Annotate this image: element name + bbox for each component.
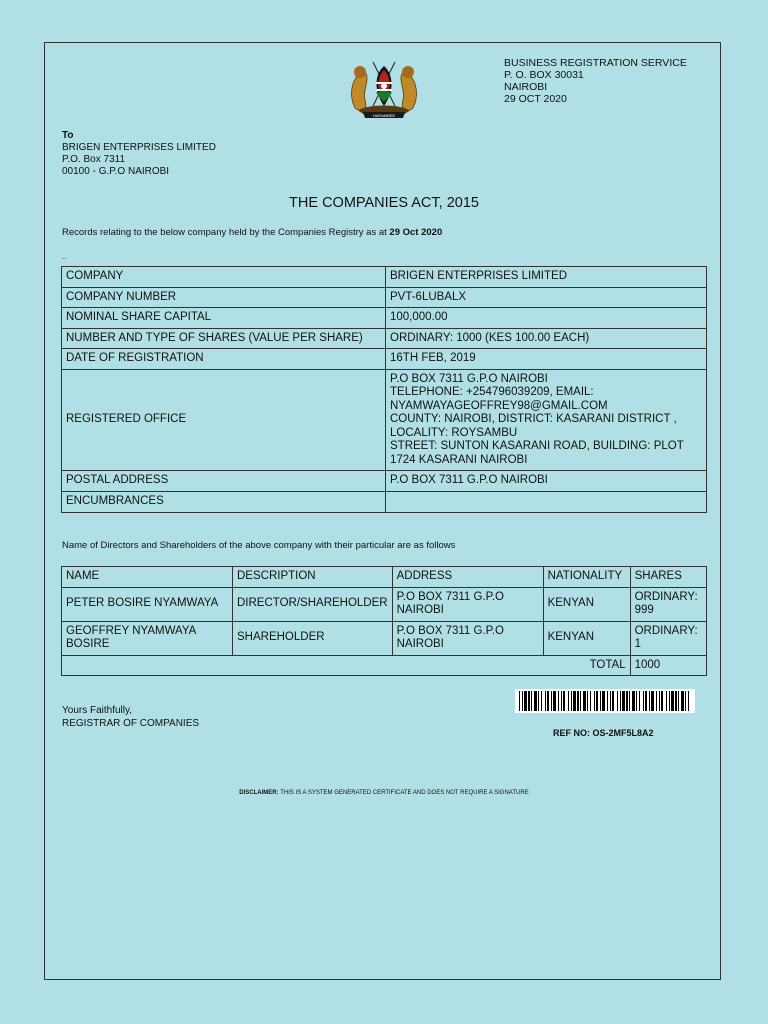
total-label: TOTAL bbox=[62, 655, 631, 676]
value-line: LOCALITY: ROYSAMBU bbox=[390, 426, 518, 439]
barcode-bar bbox=[580, 691, 581, 711]
closing-block bbox=[62, 704, 199, 730]
reference-number bbox=[553, 728, 654, 738]
barcode-bar bbox=[568, 691, 569, 711]
closing-line: Yours Faithfully, bbox=[62, 705, 133, 716]
value-line: TELEPHONE: +254796039209, EMAIL: bbox=[390, 386, 594, 398]
barcode-bar bbox=[685, 691, 686, 711]
cell-name: PETER BOSIRE NYAMWAYA bbox=[62, 587, 233, 621]
barcode-bar bbox=[571, 691, 572, 711]
barcode-bar bbox=[594, 691, 595, 711]
table-row bbox=[62, 471, 707, 492]
table-header-row bbox=[62, 567, 707, 588]
field-label: POSTAL ADDRESS bbox=[62, 471, 386, 492]
cell-name: GEOFFREY NYAMWAYA BOSIRE bbox=[62, 621, 233, 655]
barcode-icon bbox=[515, 689, 695, 713]
barcode-bar bbox=[681, 691, 684, 711]
disclaimer bbox=[0, 790, 768, 796]
sender-address bbox=[504, 57, 687, 105]
recipient-label: To bbox=[62, 130, 74, 141]
barcode-bar bbox=[636, 691, 637, 711]
field-value: 100,000.00 bbox=[386, 308, 707, 329]
records-date: 29 Oct 2020 bbox=[389, 227, 443, 238]
table-row bbox=[62, 587, 707, 621]
value-line: COUNTY: NAIROBI, DISTRICT: KASARANI DISTRICT , bbox=[390, 413, 677, 425]
barcode-bar bbox=[620, 691, 621, 711]
value-line: NYAMWAYAGEOFFREY98@GMAIL.COM bbox=[390, 399, 608, 412]
barcode-bar bbox=[688, 691, 689, 711]
barcode-bar bbox=[553, 691, 556, 711]
field-label: REGISTERED OFFICE bbox=[62, 369, 386, 471]
barcode-bar bbox=[632, 691, 635, 711]
field-label: ENCUMBRANCES bbox=[62, 491, 386, 512]
barcode-bar bbox=[545, 691, 546, 711]
barcode-bar bbox=[666, 691, 667, 711]
directors-intro: Name of Directors and Shareholders of the above company with their particular are as follows bbox=[62, 540, 456, 551]
barcode-bar bbox=[519, 691, 520, 711]
barcode-bar bbox=[678, 691, 679, 711]
sender-date: 29 OCT 2020 bbox=[504, 93, 567, 105]
company-details-table bbox=[61, 266, 707, 513]
table-row bbox=[62, 369, 707, 471]
table-row bbox=[62, 621, 707, 655]
disclaimer-label: DISCLAIMER: bbox=[239, 790, 279, 796]
barcode-bar bbox=[524, 691, 527, 711]
field-label: DATE OF REGISTRATION bbox=[62, 349, 386, 370]
address-line: NAIROBI bbox=[396, 638, 444, 650]
barcode-bar bbox=[629, 691, 630, 711]
barcode-bar bbox=[610, 691, 611, 711]
records-intro-text: Records relating to the below company held by the Companies Registry as at bbox=[62, 227, 390, 238]
ref-value: OS-2MF5L8A2 bbox=[592, 728, 654, 738]
field-label: COMPANY bbox=[62, 267, 386, 288]
barcode-bar bbox=[651, 691, 654, 711]
table-row bbox=[62, 491, 707, 512]
sender-line: P. O. BOX 30031 bbox=[504, 69, 584, 81]
field-label: COMPANY NUMBER bbox=[62, 287, 386, 308]
barcode-bar bbox=[675, 691, 677, 711]
barcode-bar bbox=[612, 691, 614, 711]
value-line: STREET: SUNTON KASARANI ROAD, BUILDING: PLOT bbox=[390, 440, 684, 452]
cell-address bbox=[392, 621, 543, 655]
value-line: 1724 KASARANI NAIROBI bbox=[390, 453, 528, 466]
address-line: P.O BOX 7311 G.P.O bbox=[396, 624, 504, 637]
shares-line: ORDINARY: bbox=[634, 624, 698, 637]
barcode-bar bbox=[643, 691, 644, 711]
barcode-bar bbox=[671, 691, 674, 711]
cell-nationality: KENYAN bbox=[543, 587, 630, 621]
disclaimer-text: THIS IS A SYSTEM GENERATED CERTIFICATE AND DOES NOT REQUIRE A SIGNATURE bbox=[278, 790, 529, 796]
barcode-bar bbox=[600, 691, 601, 711]
closing-line: REGISTRAR OF COMPANIES bbox=[62, 718, 200, 729]
value-line: P.O BOX 7311 G.P.O NAIROBI bbox=[390, 372, 548, 385]
barcode-bar bbox=[587, 691, 588, 711]
records-intro bbox=[62, 227, 442, 238]
document-title: THE COMPANIES ACT, 2015 bbox=[289, 195, 479, 211]
shares-line: 999 bbox=[634, 604, 654, 616]
barcode-bar bbox=[541, 691, 542, 711]
barcode-bar bbox=[563, 691, 565, 711]
barcode-bar bbox=[626, 691, 628, 711]
barcode-bar bbox=[590, 691, 591, 711]
cell-description: DIRECTOR/SHAREHOLDER bbox=[233, 587, 393, 621]
barcode-bar bbox=[534, 691, 537, 711]
barcode-bar bbox=[659, 691, 660, 711]
column-header: DESCRIPTION bbox=[233, 567, 393, 588]
column-header: SHARES bbox=[630, 567, 706, 588]
barcode-bar bbox=[602, 691, 605, 711]
field-value: BRIGEN ENTERPRISES LIMITED bbox=[386, 267, 707, 288]
barcode-bar bbox=[522, 691, 523, 711]
table-row bbox=[62, 349, 707, 370]
barcode-bar bbox=[617, 691, 618, 711]
total-row bbox=[62, 655, 707, 676]
recipient-line: BRIGEN ENTERPRISES LIMITED bbox=[62, 142, 216, 153]
coat-of-arms-icon bbox=[345, 56, 423, 120]
field-value: ORDINARY: 1000 (KES 100.00 EACH) bbox=[386, 328, 707, 349]
column-header: NATIONALITY bbox=[543, 567, 630, 588]
table-row bbox=[62, 308, 707, 329]
recipient-block bbox=[62, 130, 216, 178]
table-row bbox=[62, 328, 707, 349]
barcode-bar bbox=[577, 691, 579, 711]
field-value: PVT-6LUBALX bbox=[386, 287, 707, 308]
barcode-bar bbox=[661, 691, 663, 711]
sender-line: NAIROBI bbox=[504, 81, 548, 93]
barcode-bar bbox=[573, 691, 576, 711]
cell-shares bbox=[630, 587, 706, 621]
barcode-bar bbox=[649, 691, 650, 711]
barcode-bar bbox=[531, 691, 532, 711]
barcode-bar bbox=[547, 691, 549, 711]
sender-line: BUSINESS REGISTRATION SERVICE bbox=[504, 57, 687, 69]
barcode-bar bbox=[551, 691, 552, 711]
column-header: ADDRESS bbox=[392, 567, 543, 588]
cell-address bbox=[392, 587, 543, 621]
field-value: 16TH FEB, 2019 bbox=[386, 349, 707, 370]
field-value: P.O BOX 7311 G.P.O NAIROBI bbox=[386, 471, 707, 492]
recipient-line: P.O. Box 7311 bbox=[62, 154, 126, 165]
barcode-bar bbox=[639, 691, 640, 711]
barcode-bar bbox=[607, 691, 608, 711]
field-label: NUMBER AND TYPE OF SHARES (VALUE PER SHARE) bbox=[62, 328, 386, 349]
recipient-line: 00100 - G.P.O NAIROBI bbox=[62, 166, 170, 177]
field-label: NOMINAL SHARE CAPITAL bbox=[62, 308, 386, 329]
cell-shares bbox=[630, 621, 706, 655]
coat-motto: HARAMBEE bbox=[372, 113, 396, 118]
ref-label: REF NO: bbox=[553, 728, 593, 738]
barcode-bar bbox=[669, 691, 670, 711]
barcode-bar bbox=[583, 691, 586, 711]
dots: .. bbox=[62, 252, 67, 261]
address-line: NAIROBI bbox=[396, 604, 444, 616]
barcode-bar bbox=[645, 691, 647, 711]
barcode-bar bbox=[528, 691, 530, 711]
field-value-multiline bbox=[386, 369, 707, 471]
total-value: 1000 bbox=[630, 655, 706, 676]
table-row bbox=[62, 267, 707, 288]
barcode-bar bbox=[558, 691, 559, 711]
column-header: NAME bbox=[62, 567, 233, 588]
shares-line: ORDINARY: bbox=[634, 590, 698, 603]
barcode-bar bbox=[561, 691, 562, 711]
barcode-bar bbox=[622, 691, 625, 711]
shares-line: 1 bbox=[634, 638, 641, 650]
barcode-bar bbox=[656, 691, 657, 711]
address-line: P.O BOX 7311 G.P.O bbox=[396, 590, 504, 603]
barcode-bar bbox=[538, 691, 539, 711]
cell-nationality: KENYAN bbox=[543, 621, 630, 655]
barcode-bar bbox=[596, 691, 598, 711]
table-row bbox=[62, 287, 707, 308]
directors-table bbox=[61, 566, 707, 676]
cell-description: SHAREHOLDER bbox=[233, 621, 393, 655]
field-value bbox=[386, 491, 707, 512]
